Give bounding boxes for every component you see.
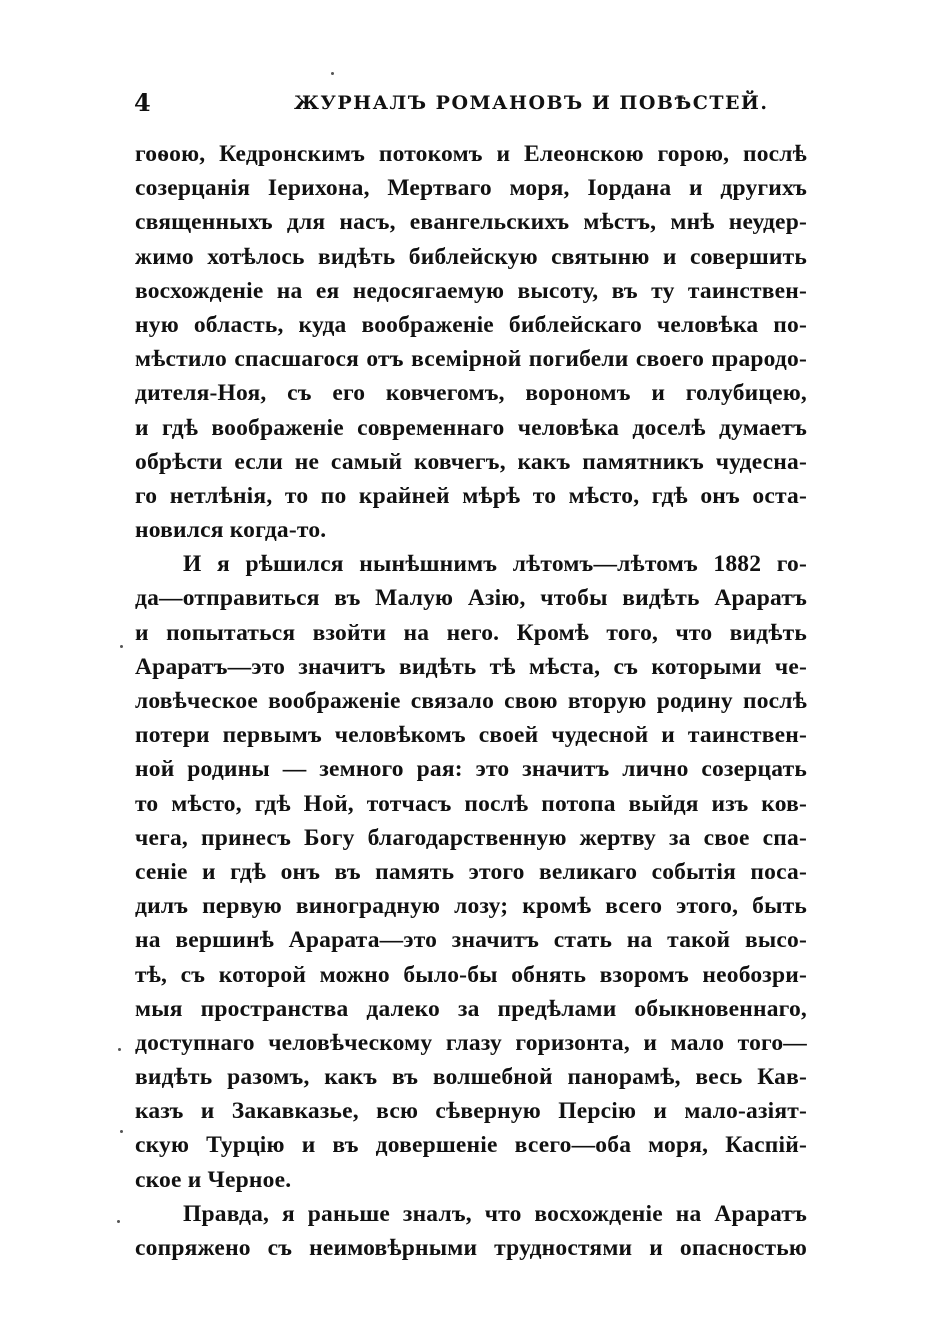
text-line: ловѣческое воображеніе связало свою вторую родину послѣ bbox=[135, 688, 807, 714]
body-text bbox=[135, 137, 807, 1265]
margin-speck bbox=[120, 1130, 123, 1133]
paragraph-start-line: Правда, я раньше зналъ, что восхожденіе на Араратъ bbox=[183, 1200, 807, 1227]
text-line: то мѣсто, гдѣ Ной, тотчасъ послѣ потопа выйдя изъ ков- bbox=[135, 790, 807, 817]
page-number: 4 bbox=[134, 88, 151, 117]
text-line: сеніе и гдѣ онъ въ память этого великаго событія поса- bbox=[135, 858, 807, 885]
text-line: казъ и Закавказье, всю сѣверную Персію и мало-азіят- bbox=[135, 1098, 807, 1125]
text-line: го нетлѣнія, то по крайней мѣрѣ то мѣсто, гдѣ онъ оста- bbox=[135, 482, 807, 509]
text-line: дилъ первую виноградную лозу; кромѣ всего этого, быть bbox=[135, 893, 807, 920]
text-line: новился когда-то. bbox=[135, 517, 327, 544]
journal-title: ЖУРНАЛЪ РОМАНОВЪ И ПОВѢСТЕЙ. bbox=[294, 92, 769, 114]
text-line: скую Турцію и въ довершеніе всего—оба моря, Каспій- bbox=[135, 1132, 807, 1159]
margin-speck bbox=[117, 1220, 120, 1223]
text-line: дителя-Ноя, съ его ковчегомъ, ворономъ и голубицею, bbox=[135, 380, 807, 407]
text-line: чега, принесъ Богу благодарственную жертву за свое спа- bbox=[135, 824, 807, 851]
text-line: доступнаго человѣческому глазу горизонта, и мало того— bbox=[135, 1029, 807, 1056]
text-line: потери первымъ человѣкомъ своей чудесной и таинствен- bbox=[135, 722, 807, 749]
text-line: жимо хотѣлось видѣть библейскую святыню и совершить bbox=[135, 243, 807, 270]
text-line: тѣ, съ которой можно было-бы обнять взоромъ необозри- bbox=[135, 961, 807, 988]
text-line: сопряжено съ неимовѣрными трудностями и опасностью bbox=[135, 1235, 807, 1261]
text-line: и попытаться взойти на него. Кромѣ того, что видѣть bbox=[135, 619, 807, 646]
text-line: созерцанія Іерихона, Мертваго моря, Іордана и другихъ bbox=[135, 175, 807, 202]
running-head bbox=[134, 88, 810, 122]
text-line: мыя пространства далеко за предѣлами обыкновеннаго, bbox=[135, 995, 807, 1022]
text-line: Араратъ—это значитъ видѣть тѣ мѣста, съ которыми че- bbox=[135, 653, 807, 680]
text-line: ское и Черное. bbox=[135, 1166, 292, 1193]
text-line: ную область, куда воображеніе библейскаго человѣка по- bbox=[135, 311, 807, 338]
text-line: на вершинѣ Арарата—это значитъ стать на такой высо- bbox=[135, 927, 807, 954]
text-line: восхожденіе на ея недосягаемую высоту, въ ту таинствен- bbox=[135, 277, 807, 304]
text-line: мѣстило спасшагося отъ всемірной погибели своего прародо- bbox=[135, 346, 807, 373]
text-line: видѣть разомъ, какъ въ волшебной панорамѣ, весь Кав- bbox=[135, 1064, 807, 1091]
margin-speck bbox=[331, 72, 334, 75]
margin-speck bbox=[118, 1048, 121, 1051]
text-line: да—отправиться въ Малую Азію, чтобы видѣть Араратъ bbox=[135, 585, 807, 612]
text-line: и гдѣ воображеніе современнаго человѣка доселѣ думаетъ bbox=[135, 414, 807, 441]
text-line: обрѣсти если не самый ковчегъ, какъ памятникъ чудесна- bbox=[135, 448, 807, 475]
margin-speck bbox=[120, 645, 123, 648]
text-line: священныхъ для насъ, евангельскихъ мѣстъ, мнѣ неудер- bbox=[135, 209, 807, 236]
paragraph-start-line: И я рѣшился нынѣшнимъ лѣтомъ—лѣтомъ 1882 го- bbox=[183, 551, 807, 578]
text-line: ной родины — земного рая: это значитъ лично созерцать bbox=[135, 756, 807, 783]
text-line: гоѳою, Кедронскимъ потокомъ и Елеонскою горою, послѣ bbox=[135, 141, 807, 167]
